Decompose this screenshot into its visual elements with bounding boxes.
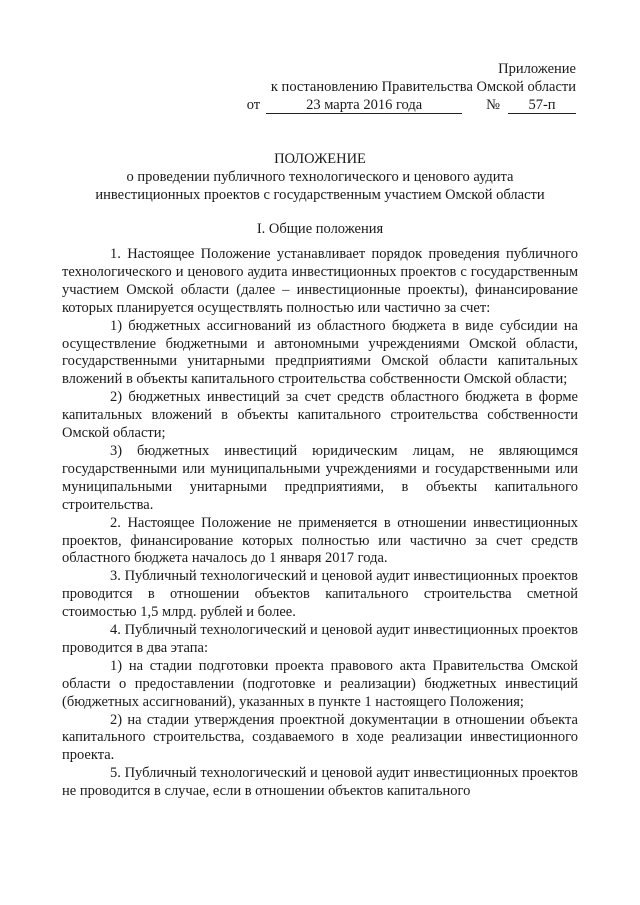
appendix-header: [236, 60, 576, 114]
paragraph: 3) бюджетных инвестиций юридическим лицам, не являющимся государственными или муниципальными учреждениями и государственными или муниципальными унитарными предприятиями, в объекты капитального строительства.: [62, 442, 578, 513]
decree-reference: к постановлению Правительства Омской области: [270, 79, 576, 95]
paragraph: 5. Публичный технологический и ценовой аудит инвестиционных проектов не проводится в случае, если в отношении объектов капитального: [62, 765, 578, 800]
paragraph: 2) бюджетных инвестиций за счет средств областного бюджета в форме капитальных вложений в объекты капитального строительства собственности Омской области;: [62, 389, 578, 442]
section-heading: I. Общие положения: [256, 221, 384, 237]
number-label: №: [486, 97, 500, 113]
paragraph: 3. Публичный технологический и ценовой аудит инвестиционных проектов проводится в отношении объектов капитального строительства сметной стоимостью 1,5 млрд. рублей и более.: [62, 568, 578, 621]
from-label: от: [246, 97, 261, 113]
appendix-label: Приложение: [498, 61, 576, 77]
title-subtitle-line1: о проведении публичного технологического и ценового аудита: [126, 169, 514, 185]
title-heading: ПОЛОЖЕНИЕ: [274, 151, 366, 167]
paragraph: 2. Настоящее Положение не применяется в отношении инвестиционных проектов, финансирование которых полностью или частично за счет средств областного бюджета началось до 1 января 2017 года.: [62, 514, 578, 567]
paragraph: 4. Публичный технологический и ценовой аудит инвестиционных проектов проводится в два этапа:: [62, 622, 578, 656]
title-subtitle-line2: инвестиционных проектов с государственным участием Омской области: [95, 187, 545, 203]
paragraph: 1. Настоящее Положение устанавливает порядок проведения публичного технологического и ценового аудита инвестиционных проектов с государственным участием Омской области (далее – инвестиционные проекты), финансирование которых планируется осуществлять полностью или частично за счет:: [62, 246, 578, 316]
document-title: [60, 150, 580, 204]
decree-date: 23 марта 2016 года: [266, 97, 462, 114]
paragraph: 1) на стадии подготовки проекта правового акта Правительства Омской области о предоставлении (подготовке и реализации) бюджетных инвестиций (бюджетных ассигнований), указанных в пункте 1 настоящего Положения;: [62, 657, 578, 710]
paragraph: 1) бюджетных ассигнований из областного бюджета в виде субсидии на осуществление бюджетными и автономными учреждениями Омской области, государственными унитарными предприятиями Омской области капитальных вложений в объекты капитального строительства собственности Омской области;: [62, 317, 578, 388]
decree-date-line: [236, 96, 576, 114]
decree-number: 57-п: [508, 97, 576, 114]
paragraph: 2) на стадии утверждения проектной документации в отношении объекта капитального строительства, создаваемого в ходе реализации инвестиционного проекта.: [62, 711, 578, 764]
document-body: [62, 246, 578, 801]
